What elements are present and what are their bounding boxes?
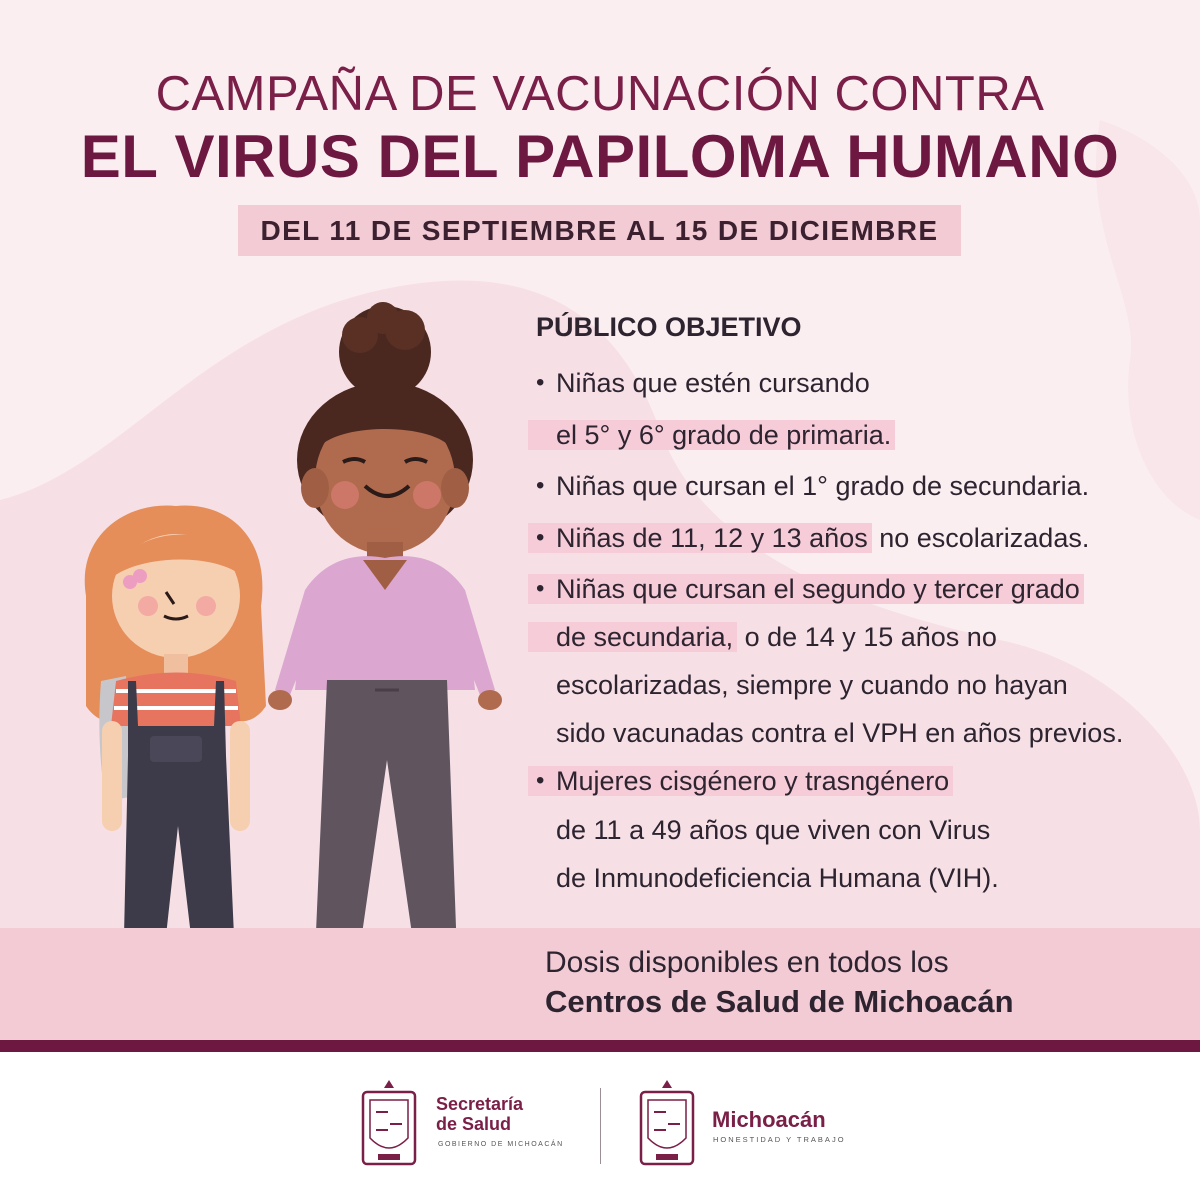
target-audience-text-rest: o de 14 y 15 años no	[737, 622, 997, 652]
target-audience-text: de 11 a 49 años que viven con Virus	[556, 815, 991, 845]
bullet-icon: •	[536, 369, 545, 396]
michoacan-logo-text: Michoacán	[712, 1107, 826, 1132]
bullet-icon: •	[536, 575, 545, 602]
title-line-1: CAMPAÑA DE VACUNACIÓN CONTRA	[155, 67, 1045, 121]
secretaria-salud-logo-text	[436, 1094, 523, 1134]
doses-text-line-2: Centros de Salud de Michoacán	[545, 984, 1014, 1019]
target-audience-line	[556, 617, 997, 657]
michoacan-subtitle: HONESTIDAD Y TRABAJO	[713, 1135, 846, 1144]
target-audience-line	[556, 665, 1068, 705]
target-audience-text: Niñas de 11, 12 y 13 años	[528, 523, 872, 553]
bullet-icon: •	[536, 767, 545, 794]
date-range: DEL 11 DE SEPTIEMBRE AL 15 DE DICIEMBRE	[260, 214, 939, 246]
target-audience-line	[556, 858, 999, 898]
target-audience-text: de Inmunodeficiencia Humana (VIH).	[556, 863, 999, 893]
target-audience-line	[536, 518, 1090, 558]
target-audience-line	[556, 810, 990, 850]
target-audience-line	[536, 761, 953, 801]
target-audience-line	[536, 466, 1090, 506]
target-audience-text: Mujeres cisgénero y trasngénero	[528, 766, 953, 796]
target-audience-text: el 5° y 6° grado de primaria.	[528, 420, 895, 450]
bullet-icon: •	[536, 472, 545, 499]
michoacan-coat-of-arms-icon	[638, 1078, 696, 1170]
bullet-icon: •	[536, 524, 545, 551]
footer-divider-bar	[0, 1040, 1200, 1052]
secretaria-line-1: Secretaría	[436, 1094, 524, 1114]
target-audience-line	[556, 415, 895, 455]
target-audience-line	[536, 569, 1084, 609]
target-audience-text: de secundaria,	[528, 622, 737, 652]
target-audience-text: escolarizadas, siempre y cuando no hayan	[556, 670, 1068, 700]
target-audience-text: Niñas que cursan el 1° grado de secundaria.	[556, 471, 1090, 501]
target-audience-line	[556, 713, 1123, 753]
target-audience-text: Niñas que cursan el segundo y tercer grado	[528, 574, 1084, 604]
footer-logo-divider	[600, 1088, 601, 1164]
target-audience-text-rest: no escolarizadas.	[871, 523, 1090, 553]
secretaria-line-2: de Salud	[436, 1114, 512, 1134]
target-audience-line	[536, 363, 870, 403]
secretaria-subtitle: GOBIERNO DE MICHOACÁN	[438, 1141, 564, 1148]
title-line-2: EL VIRUS DEL PAPILOMA HUMANO	[80, 123, 1120, 190]
target-audience-text: sido vacunadas contra el VPH en años previos.	[556, 718, 1124, 748]
target-audience-text: Niñas que estén cursando	[556, 368, 870, 398]
date-banner	[238, 205, 961, 256]
woman-illustration	[265, 290, 525, 990]
target-audience-heading: PÚBLICO OBJETIVO	[536, 312, 802, 342]
doses-text-line-1: Dosis disponibles en todos los	[545, 946, 949, 979]
michoacan-coat-of-arms-icon	[360, 1078, 418, 1170]
